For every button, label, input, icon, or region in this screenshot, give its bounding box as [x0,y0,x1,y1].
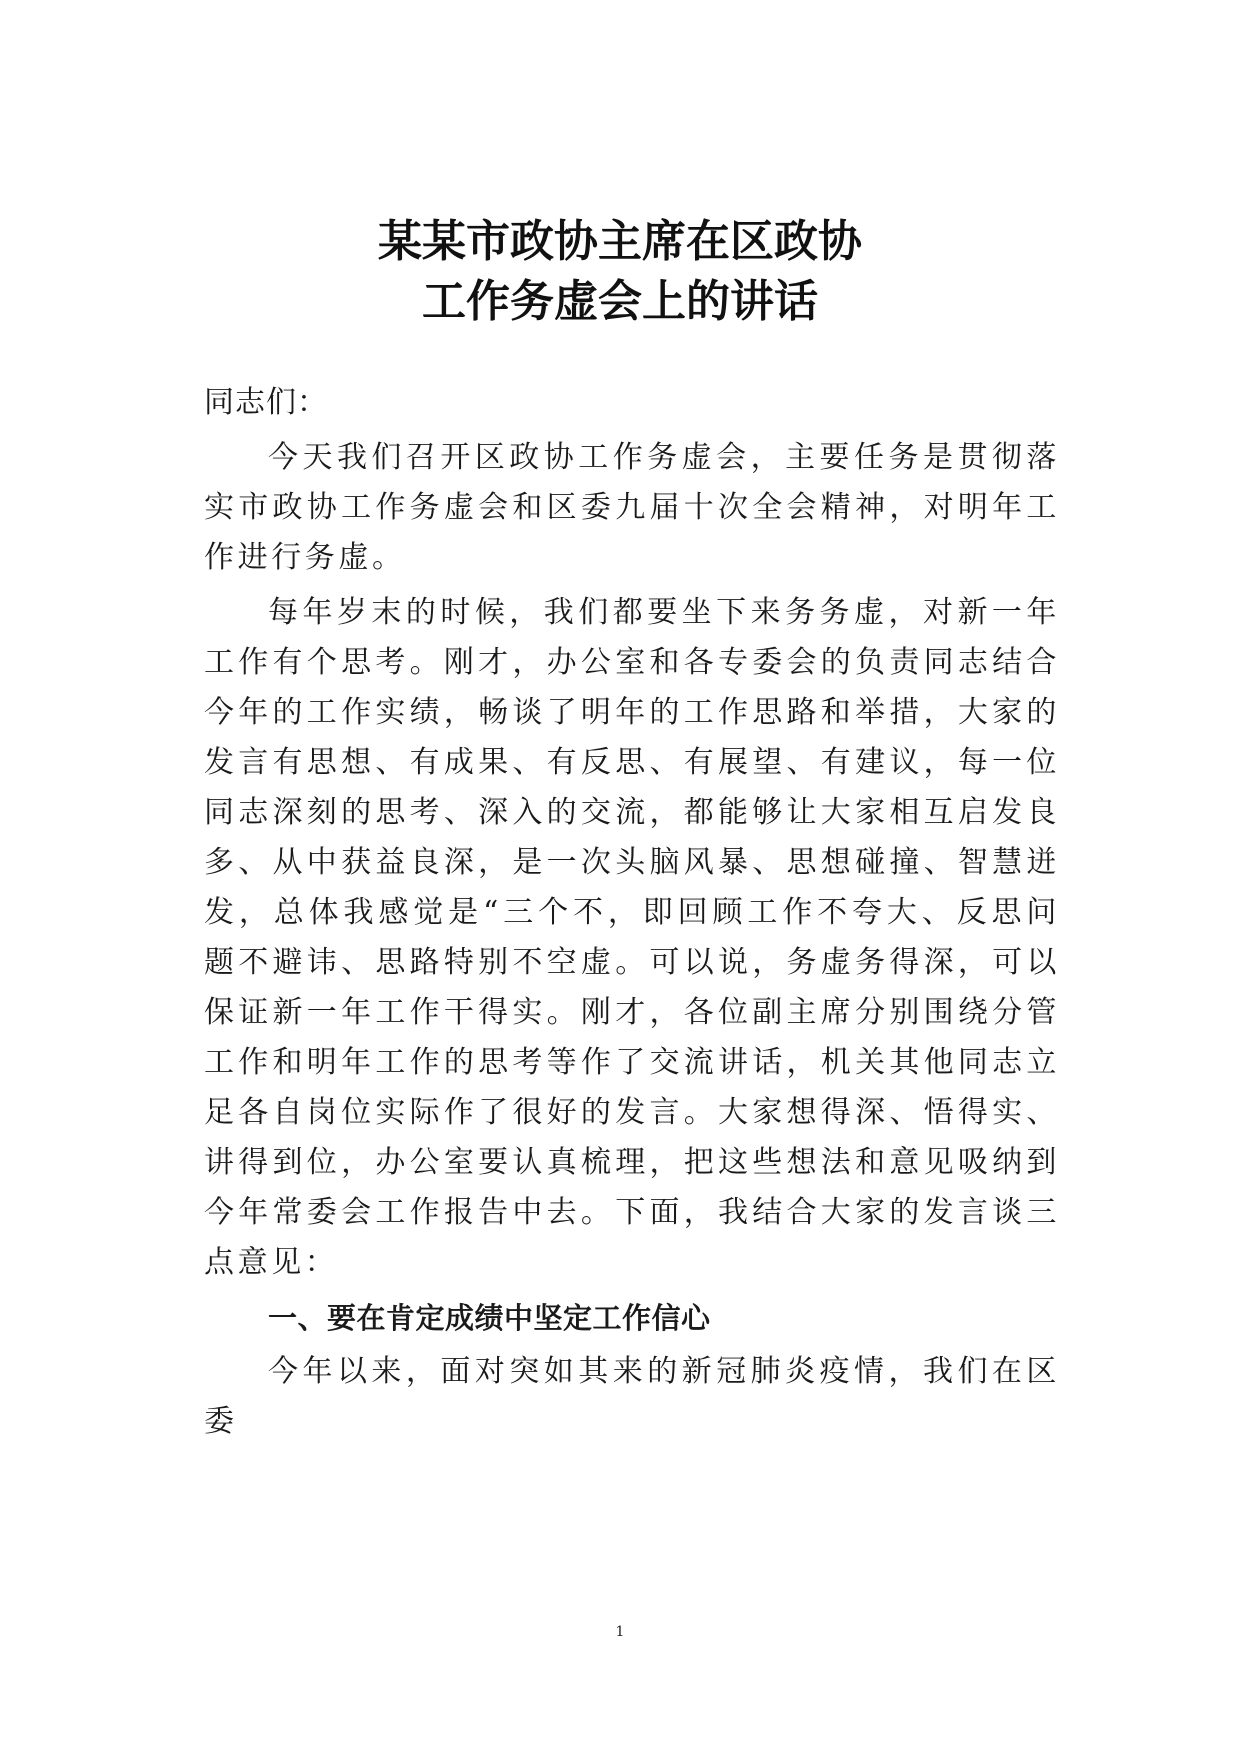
page-number: 1 [615,1624,625,1640]
document-title [0,212,1240,332]
document-body [204,378,1060,1452]
salutation: 同志们： [204,385,328,420]
section-heading-1: 一、要在肯定成绩中坚定工作信心 [268,1301,711,1335]
document-title-line-2: 工作务虚会上的讲话 [422,276,818,327]
document-title-line-1: 某某市政协主席在区政协 [378,216,862,267]
paragraph-review: 每年岁末的时候，我们都要坐下来务务虚，对新一年工作有个思考。刚才，办公室和各专委会的负责同志结合今年的工作实绩，畅谈了明年的工作思路和举措，大家的发言有思想、有成果、有反思、有展望、有建议，每一位同志深刻的思考、深入的交流，都能够让大家相互启发良多、从中获益良深，是一次头脑风暴、思想碰撞、智慧迸发，总体我感觉是“三个不，即回顾工作不夸大、反思问题不避讳、思路特别不空虚。可以说，务虚务得深，可以保证新一年工作干得实。刚才，各位副主席分别围绕分管工作和明年工作的思考等作了交流讲话，机关其他同志立足各自岗位实际作了很好的发言。大家想得深、悟得实、讲得到位，办公室要认真梳理，把这些想法和意见吸纳到今年常委会工作报告中去。下面，我结合大家的发言谈三点意见： [204,595,1060,1280]
paragraph-intro: 今天我们召开区政协工作务虚会，主要任务是贯彻落实市政协工作务虚会和区委九届十次全会精神，对明年工作进行务虚。 [204,440,1060,575]
paragraph-section-1: 今年以来，面对突如其来的新冠肺炎疫情，我们在区委 [204,1354,1060,1439]
